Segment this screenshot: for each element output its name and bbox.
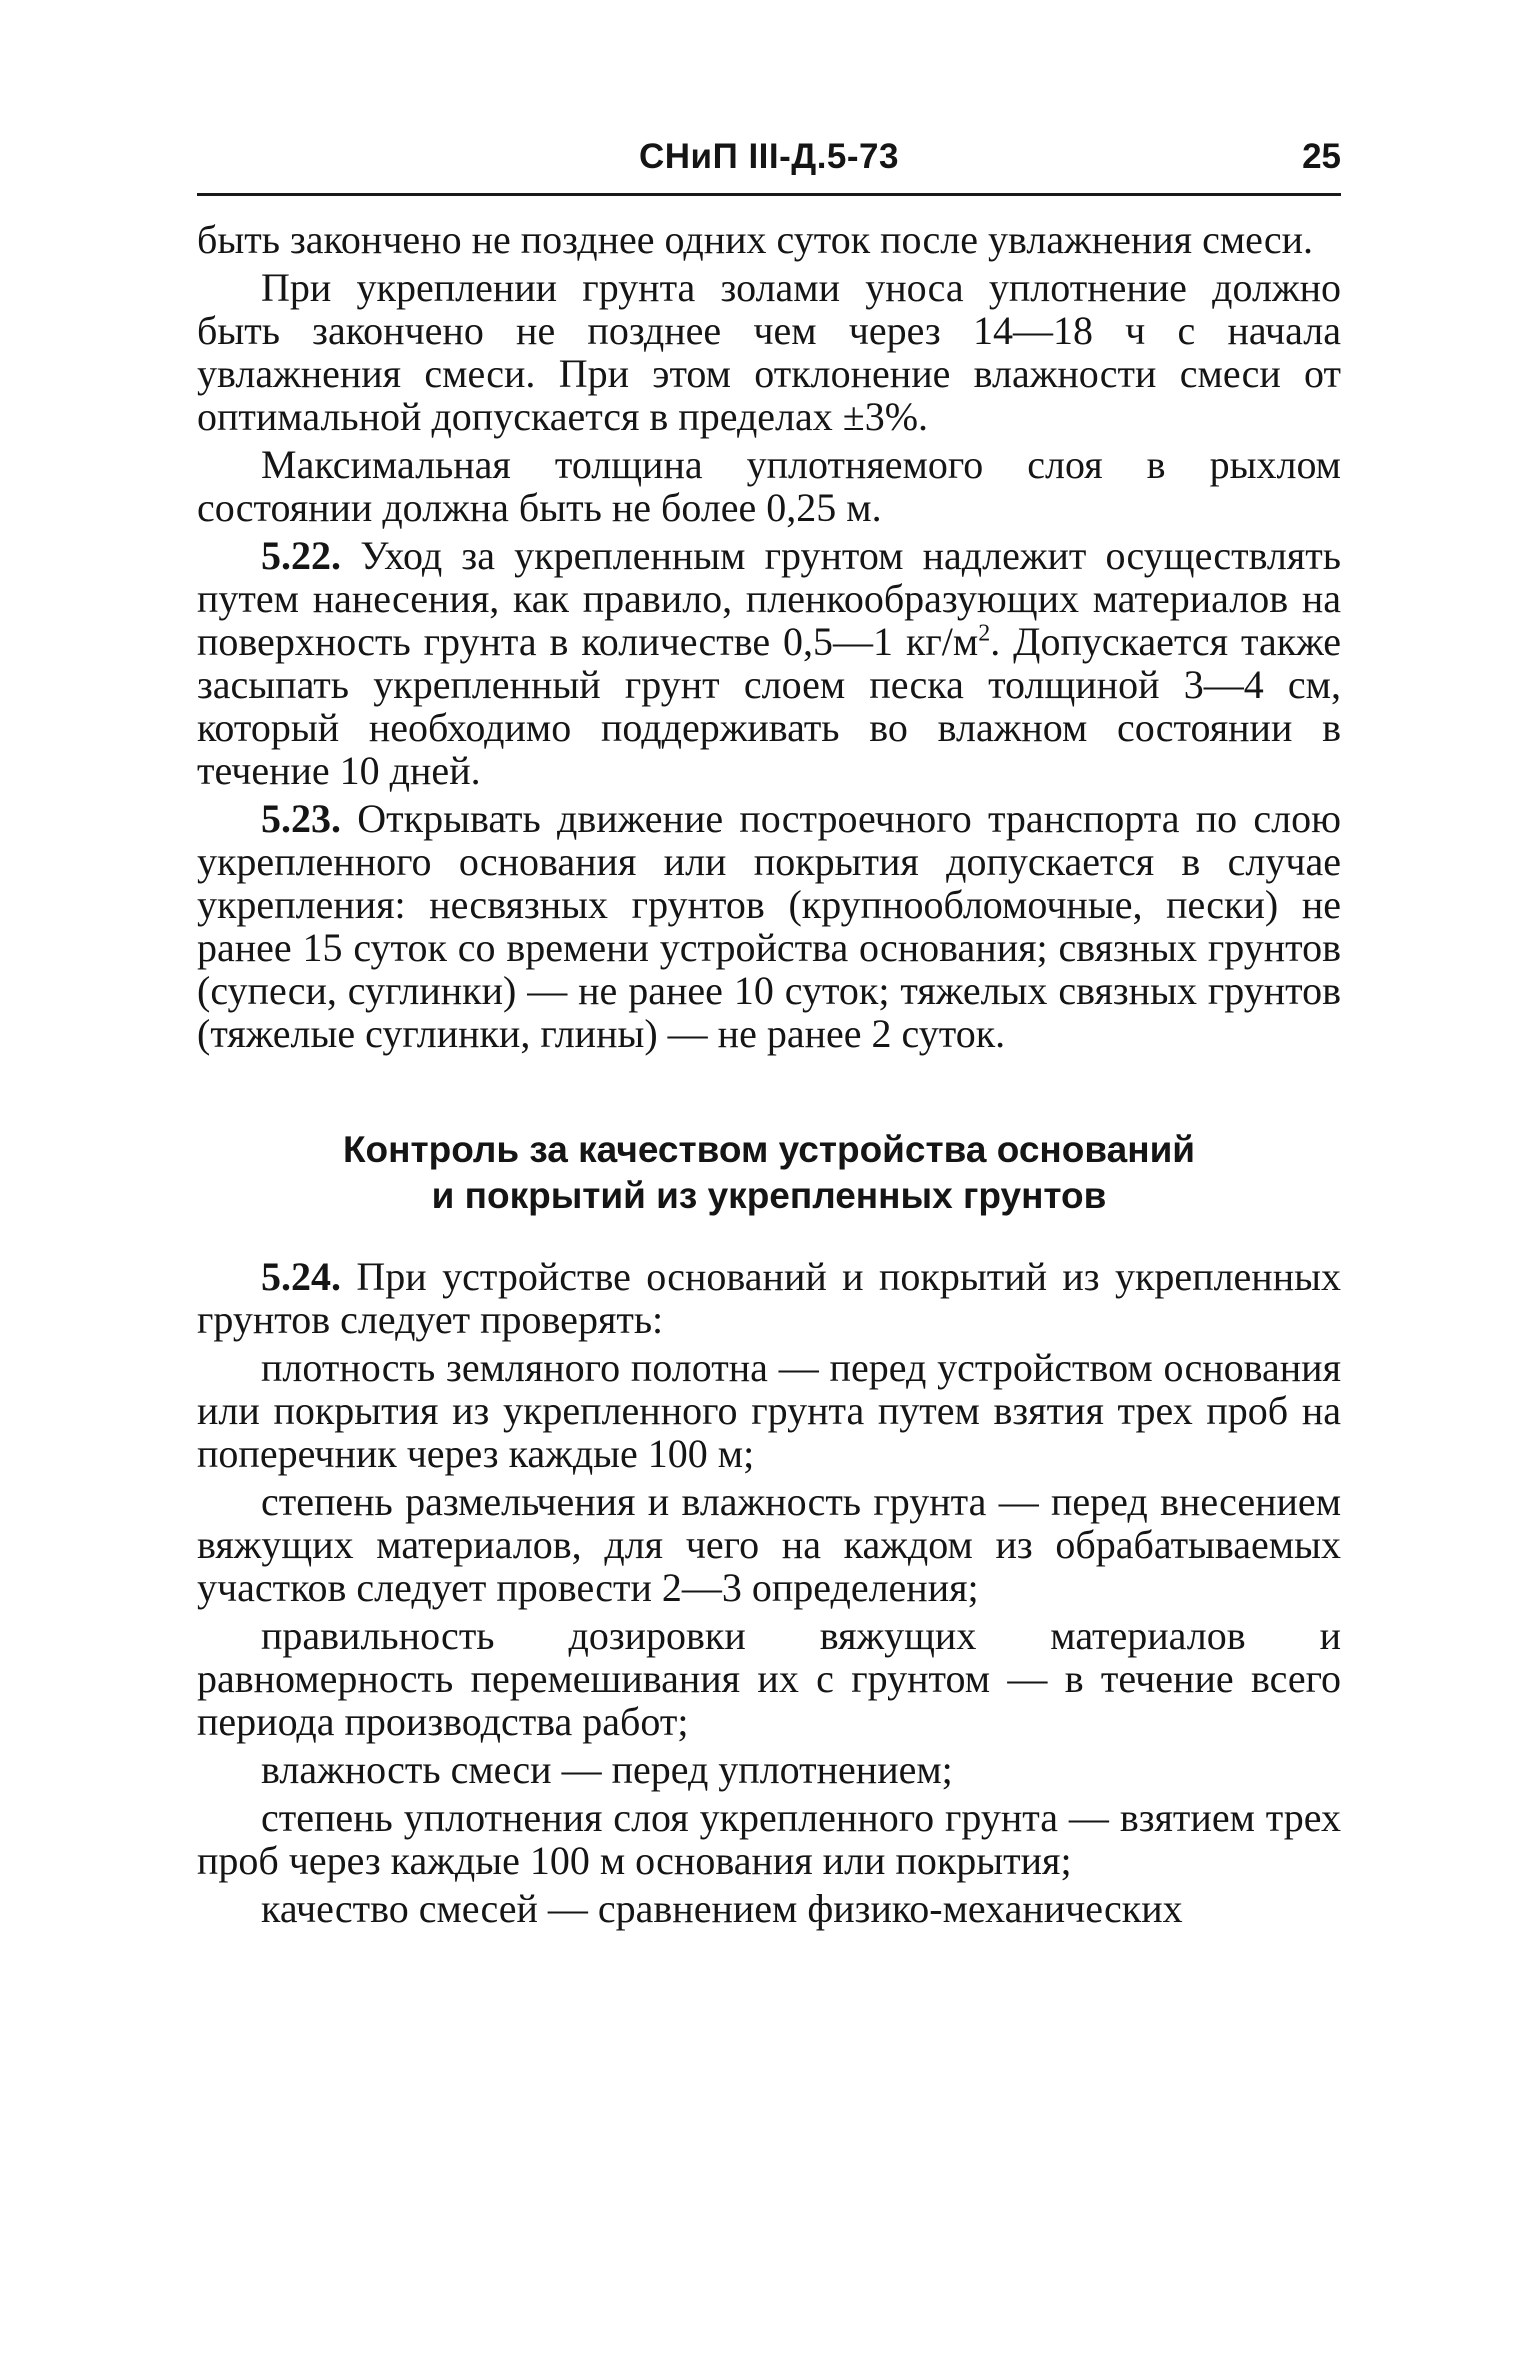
check-item: степень уплотнения слоя укрепленного грунта — взятием трех проб через каждые 100 м основания или покрытия; [197,1795,1341,1883]
superscript: 2 [978,620,991,647]
check-item: степень размельчения и влажность грунта — перед внесением вяжущих материалов, для чего на каждом из обрабатываемых участков следует провести 2—3 определения; [197,1479,1341,1610]
clause-5-23 [197,797,1341,1055]
clause-number: 5.23. [261,796,341,841]
clause-number: 5.24. [261,1254,341,1299]
paragraph-continuation: быть закончено не позднее одних суток после увлажнения смеси. [197,217,1314,262]
clause-text: При устройстве оснований и покрытий из укрепленных грунтов следует проверять: [197,1254,1341,1342]
check-item: качество смесей — сравнением физико-механических [261,1886,1183,1931]
running-header [197,135,1341,196]
clause-number: 5.22. [261,533,341,578]
section-heading [197,1127,1341,1219]
clause-text-continued: . Допускается также засыпать укрепленный грунт слоем песка толщиной 3—4 см, который необходимо поддерживать во влажном состоянии в течение 10 дней. [197,619,1342,793]
clause-5-22 [197,534,1341,792]
check-item: правильность дозировки вяжущих материалов и равномерность перемешивания их с грунтом — в течение всего периода производства работ; [197,1613,1341,1744]
body-text [197,218,1341,1930]
page-number: 25 [1302,137,1341,176]
section-heading-line-1: Контроль за качеством устройства оснований [342,1129,1196,1170]
clause-text: Уход за укрепленным грунтом надлежит осуществлять путем нанесения, как правило, пленкообразующих материалов на поверхность грунта в количестве 0,5—1 кг/м [197,533,1342,664]
document-page [197,135,1341,1935]
clause-text: Открывать движение построечного транспорта по слою укрепленного основания или покрытия допускается в случае укрепления: несвязных грунтов (крупнообломочные, пески) не ранее 15 суток со времени устройства основания; связных грунтов (супеси, суглинки) — не ранее 10 суток; тяжелых связных грунтов (тяжелые суглинки, глины) — не ранее 2 суток. [197,796,1342,1056]
document-code: СНиП III-Д.5-73 [639,137,899,176]
paragraph-max-layer-thickness: Максимальная толщина уплотняемого слоя в рыхлом состоянии должна быть не более 0,25 м. [197,442,1341,530]
check-item: влажность смеси — перед уплотнением; [261,1747,953,1792]
check-item: плотность земляного полотна — перед устройством основания или покрытия из укрепленного грунта путем взятия трех проб на поперечник через каждые 100 м; [197,1345,1341,1476]
clause-5-24 [197,1255,1341,1341]
section-heading-line-2: и покрытий из укрепленных грунтов [431,1175,1107,1216]
paragraph-ash-stabilization: При укреплении грунта золами уноса уплотнение должно быть закончено не позднее чем через 14—18 ч с начала увлажнения смеси. При этом отклонение влажности смеси от оптимальной допускается в пределах ±3%. [197,265,1341,439]
